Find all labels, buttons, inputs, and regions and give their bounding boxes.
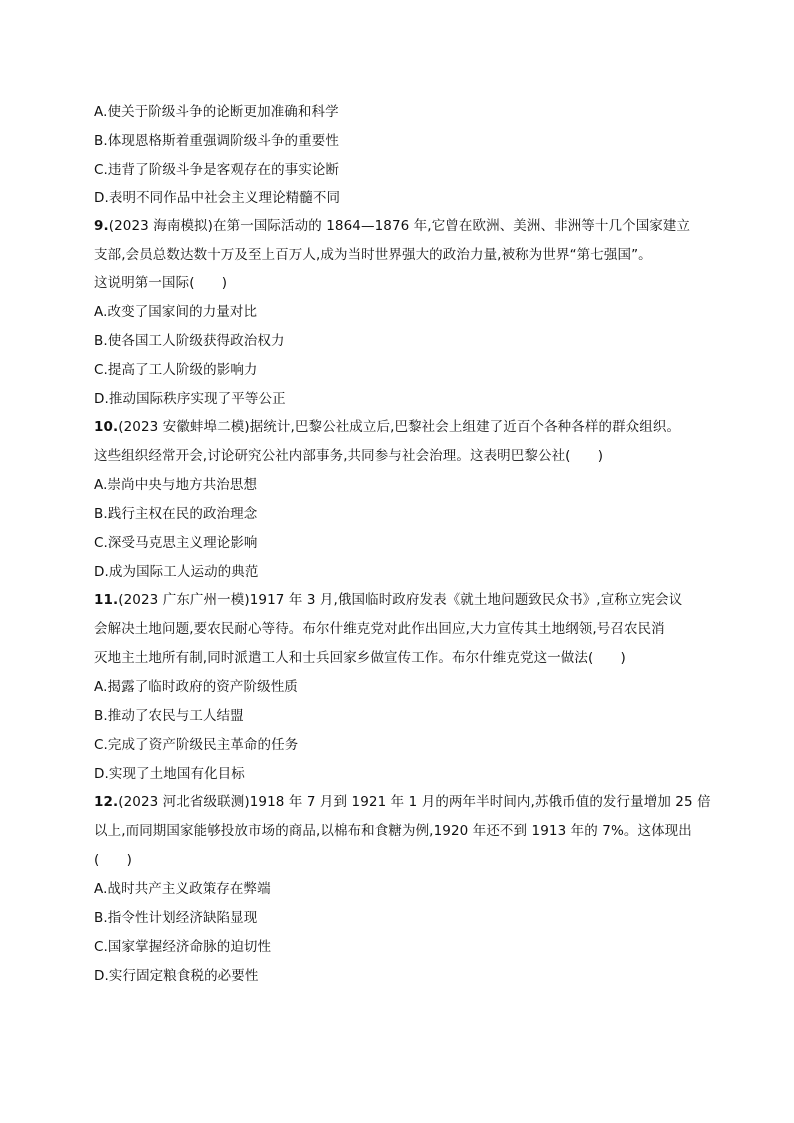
q11-option-b: B.推动了农民与工人结盟 (94, 708, 244, 724)
q9-stem-line-3: 这说明第一国际( ) (94, 275, 228, 291)
q12-option-c: C.国家掌握经济命脉的迫切性 (94, 939, 272, 955)
q10-stem-line-2: 这些组织经常开会,讨论研究公社内部事务,共同参与社会治理。这表明巴黎公社( ) (94, 448, 604, 464)
q11-stem-line-1: 11.(2023 广东广州一模)1917 年 3 月,俄国临时政府发表《就土地问题致民众书》,宣称立宪会议 (94, 592, 683, 608)
q9-stem-line-2: 支部,会员总数达数十万及至上百万人,成为当时世界强大的政治力量,被称为世界“第七强国”。 (94, 247, 652, 263)
q10-option-d: D.成为国际工人运动的典范 (94, 564, 259, 580)
q10-option-b: B.践行主权在民的政治理念 (94, 506, 258, 522)
q11-option-d: D.实现了土地国有化目标 (94, 766, 245, 782)
q11-option-a: A.揭露了临时政府的资产阶级性质 (94, 679, 298, 695)
q9-option-a: A.改变了国家间的力量对比 (94, 304, 258, 320)
q12-stem-line-2: 以上,而同期国家能够投放市场的商品,以棉布和食糖为例,1920 年还不到 1913 年的 7%。这体现出 (94, 823, 692, 839)
q8-option-b: B.体现恩格斯着重强调阶级斗争的重要性 (94, 133, 339, 149)
q8-option-c: C.违背了阶级斗争是客观存在的事实论断 (94, 162, 340, 178)
q11-number: 11. (94, 592, 119, 608)
q10-stem-line-1: 10.(2023 安徽蚌埠二模)据统计,巴黎公社成立后,巴黎社会上组建了近百个各种各样的群众组织。 (94, 419, 681, 435)
q11-stem-line-3: 灭地主土地所有制,同时派遣工人和士兵回家乡做宣传工作。布尔什维克党这一做法( ) (94, 650, 626, 666)
q10-option-c: C.深受马克思主义理论影响 (94, 535, 258, 551)
q12-stem-line-3: ( ) (94, 852, 132, 868)
q12-option-a: A.战时共产主义政策存在弊端 (94, 881, 271, 897)
q12-number: 12. (94, 794, 119, 810)
q9-stem-line-1: 9.(2023 海南模拟)在第一国际活动的 1864—1876 年,它曾在欧洲、美洲、非洲等十几个国家建立 (94, 218, 691, 234)
q10-option-a: A.崇尚中央与地方共治思想 (94, 477, 258, 493)
q8-option-d: D.表明不同作品中社会主义理论精髓不同 (94, 190, 341, 206)
q11-stem-line-2: 会解决土地问题,要农民耐心等待。布尔什维克党对此作出回应,大力宣传其土地纲领,号召农民消 (94, 621, 665, 637)
q9-number: 9. (94, 218, 109, 234)
q8-option-a: A.使关于阶级斗争的论断更加准确和科学 (94, 104, 339, 120)
q11-option-c: C.完成了资产阶级民主革命的任务 (94, 737, 299, 753)
q9-option-b: B.使各国工人阶级获得政治权力 (94, 333, 285, 349)
q9-option-c: C.提高了工人阶级的影响力 (94, 362, 258, 378)
q10-number: 10. (94, 419, 119, 435)
q12-option-b: B.指令性计划经济缺陷显现 (94, 910, 258, 926)
q9-option-d: D.推动国际秩序实现了平等公正 (94, 391, 286, 407)
q12-stem-line-1: 12.(2023 河北省级联测)1918 年 7 月到 1921 年 1 月的两年半时间内,苏俄币值的发行量增加 25 倍 (94, 794, 711, 810)
q12-option-d: D.实行固定粮食税的必要性 (94, 968, 259, 984)
